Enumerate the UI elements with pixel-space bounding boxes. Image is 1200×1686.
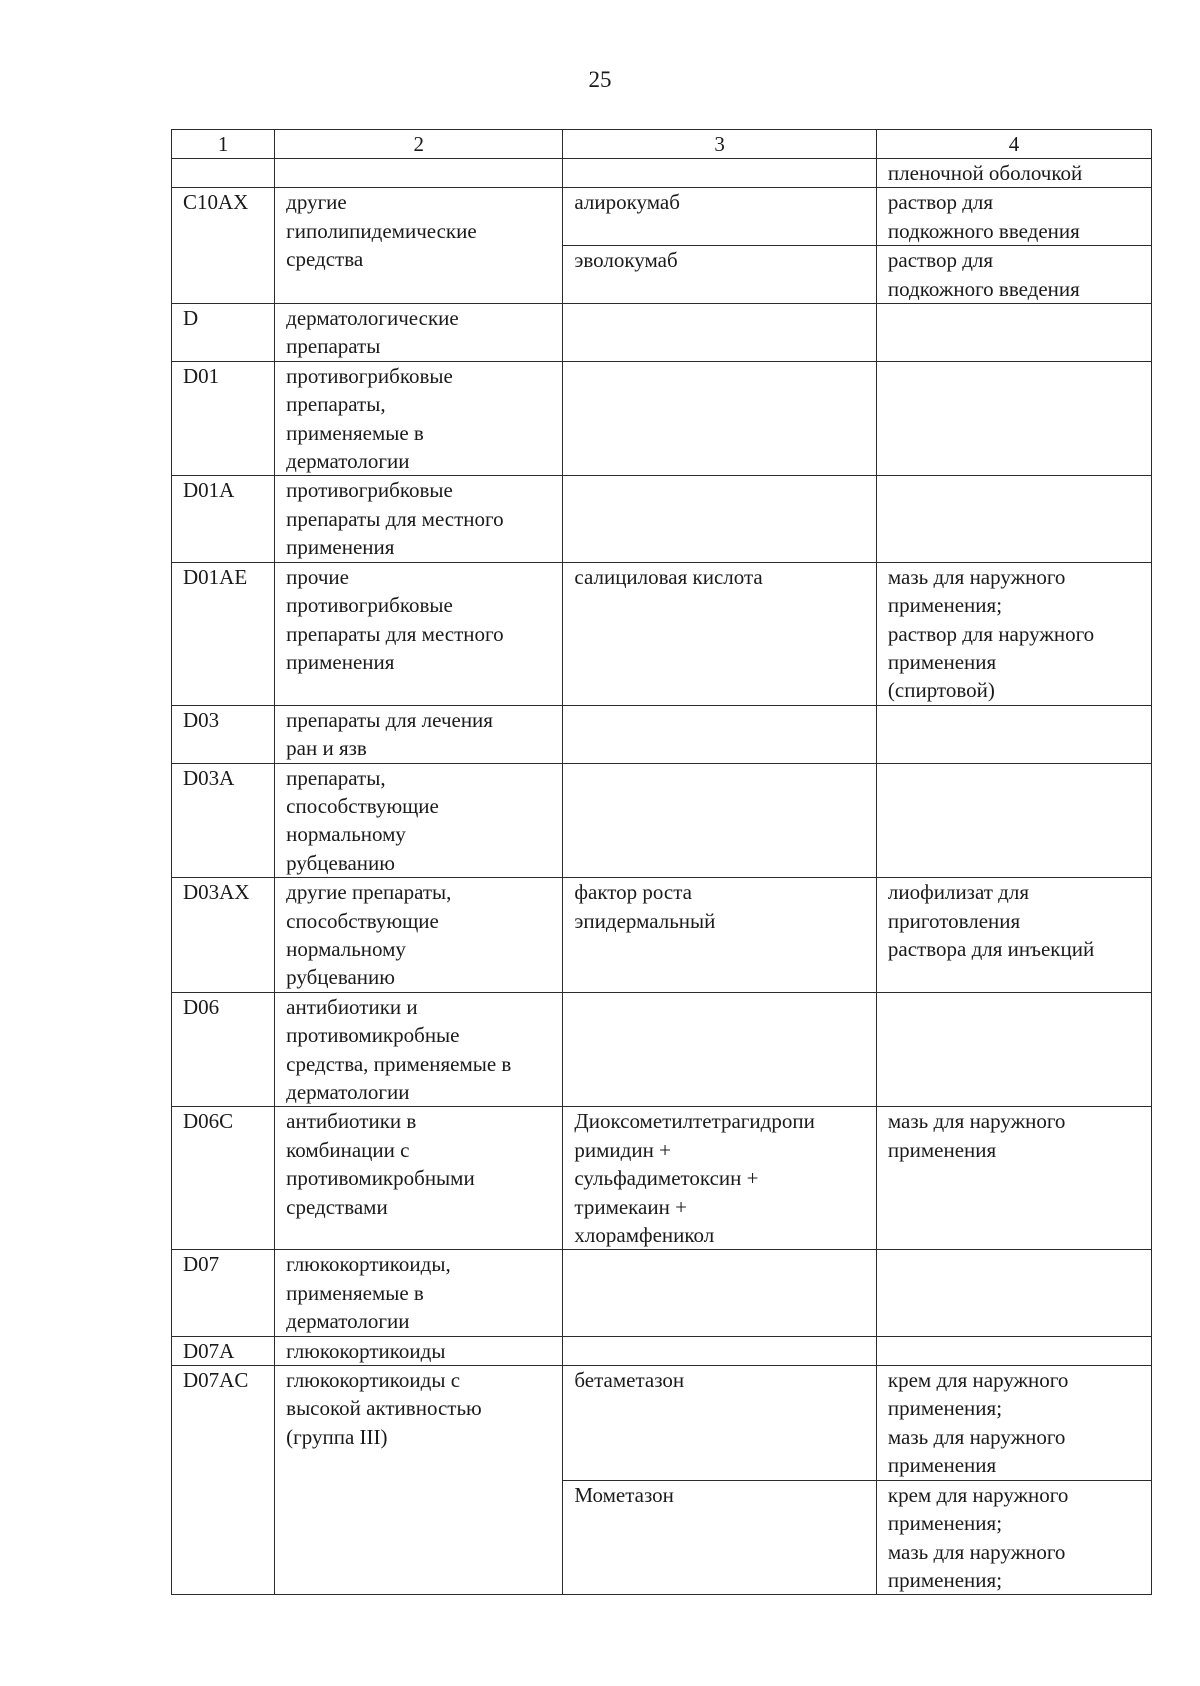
atc-code-cell: D (172, 304, 275, 362)
group-name-cell (275, 476, 563, 562)
table-row (172, 1250, 1152, 1336)
dosage-form-cell-line: мазь для наружного (887, 1539, 1066, 1564)
dosage-form-cell-line: мазь для наружного (887, 1109, 1066, 1134)
dosage-form-cell-line: применения (887, 1453, 997, 1478)
group-name-cell (275, 1107, 563, 1250)
drug-name-cell (563, 304, 877, 362)
dosage-form-cell-line: пленочной оболочкой (887, 161, 1083, 185)
column-header-2: 2 (275, 130, 563, 159)
group-name-cell (275, 1336, 563, 1365)
atc-code-cell: D06C (172, 1107, 275, 1250)
drug-name-cell (563, 246, 877, 304)
dosage-form-cell-line: мазь для наружного (887, 1424, 1066, 1449)
group-name-cell-line: средства, применяемые в (286, 1051, 512, 1076)
dosage-form-cell-line: раствор для (887, 248, 994, 273)
drug-name-cell-line: алирокумаб (574, 190, 680, 215)
group-name-cell-line: средства (286, 247, 364, 272)
dosage-form-cell-line: применения; (887, 1511, 1003, 1536)
drug-name-cell (563, 188, 877, 246)
column-header-4: 4 (876, 130, 1151, 159)
table-row (172, 159, 1152, 188)
drug-name-cell-line: тримекаин + (574, 1194, 687, 1219)
group-name-cell-line: другие препараты, (286, 880, 452, 905)
atc-code-cell: C10AX (172, 188, 275, 304)
atc-code-cell (172, 159, 275, 188)
group-name-cell-line: ран и язв (286, 736, 367, 761)
atc-code-cell: D01AE (172, 562, 275, 705)
group-name-cell-line: комбинации с (286, 1137, 410, 1162)
group-name-cell-line: дерматологические (286, 306, 459, 331)
group-name-cell-line: прочие (286, 564, 349, 589)
group-name-cell-line: средствами (286, 1194, 388, 1219)
group-name-cell-line: высокой активностью (286, 1396, 482, 1421)
group-name-cell (275, 304, 563, 362)
drug-name-cell-line: хлорамфеникол (574, 1223, 715, 1248)
dosage-form-cell (876, 246, 1151, 304)
group-name-cell-line: противогрибковые (286, 363, 453, 388)
table-row (172, 992, 1152, 1107)
dosage-form-cell-line: лиофилизат для (887, 880, 1030, 905)
drug-name-cell (563, 159, 877, 188)
group-name-cell-line: гиполипидемические (286, 218, 477, 243)
dosage-form-cell-line: применения; (887, 1396, 1003, 1421)
atc-code-cell: D07AC (172, 1366, 275, 1595)
atc-code-cell: D03 (172, 705, 275, 763)
dosage-form-cell (876, 476, 1151, 562)
table-row (172, 361, 1152, 476)
group-name-cell (275, 1366, 563, 1595)
drug-name-cell (563, 1366, 877, 1481)
group-name-cell-line: дерматологии (286, 1080, 410, 1104)
drug-name-cell (563, 992, 877, 1107)
drug-name-cell (563, 763, 877, 878)
atc-code-cell: D07A (172, 1336, 275, 1365)
group-name-cell-line: глюкокортикоиды (286, 1338, 446, 1363)
column-header-1: 1 (172, 130, 275, 159)
table-header-row (172, 130, 1152, 159)
dosage-form-cell (876, 562, 1151, 705)
drug-name-cell (563, 562, 877, 705)
group-name-cell-line: препараты, (286, 765, 386, 790)
group-name-cell-line: препараты (286, 334, 381, 359)
group-name-cell-line: рубцеванию (286, 850, 395, 875)
dosage-form-cell (876, 1366, 1151, 1481)
dosage-form-cell-line: (спиртовой) (887, 678, 995, 703)
dosage-form-cell (876, 1250, 1151, 1336)
drug-name-cell-line: сульфадиметоксин + (574, 1166, 759, 1191)
group-name-cell-line: противогрибковые (286, 593, 453, 618)
table-row (172, 188, 1152, 246)
drug-name-cell-line: фактор роста (574, 880, 692, 905)
drug-name-cell (563, 878, 877, 993)
group-name-cell-line: применения (286, 649, 395, 674)
drug-name-cell (563, 476, 877, 562)
dosage-form-cell-line: раствор для (887, 190, 994, 215)
drug-name-cell (563, 1480, 877, 1595)
group-name-cell (275, 763, 563, 878)
group-name-cell (275, 705, 563, 763)
group-name-cell (275, 1250, 563, 1336)
dosage-form-cell (876, 361, 1151, 476)
group-name-cell-line: препараты для местного (286, 506, 504, 531)
table-row (172, 705, 1152, 763)
group-name-cell-line: способствующие (286, 908, 439, 933)
atc-code-cell: D07 (172, 1250, 275, 1336)
atc-drug-table (171, 129, 1152, 1595)
dosage-form-cell-line: раствор для наружного (887, 621, 1095, 646)
dosage-form-cell-line: раствора для инъекций (887, 936, 1095, 961)
dosage-form-cell-line: применения (887, 649, 997, 674)
group-name-cell (275, 992, 563, 1107)
dosage-form-cell (876, 992, 1151, 1107)
drug-name-cell-line: Диоксометилтетрагидропи (574, 1109, 815, 1134)
dosage-form-cell-line: подкожного введения (887, 276, 1080, 301)
atc-code-cell: D03A (172, 763, 275, 878)
dosage-form-cell-line: крем для наружного (887, 1368, 1069, 1393)
group-name-cell (275, 159, 563, 188)
table-row (172, 878, 1152, 993)
group-name-cell-line: рубцеванию (286, 965, 395, 990)
table-row (172, 304, 1152, 362)
group-name-cell-line: другие (286, 190, 347, 215)
dosage-form-cell-line: применения (887, 1137, 997, 1162)
drug-name-cell (563, 1336, 877, 1365)
group-name-cell (275, 361, 563, 476)
group-name-cell-line: дерматологии (286, 1309, 410, 1334)
group-name-cell-line: препараты для местного (286, 621, 504, 646)
dosage-form-cell (876, 159, 1151, 188)
dosage-form-cell-line: приготовления (887, 908, 1021, 933)
group-name-cell (275, 188, 563, 304)
column-header-3: 3 (563, 130, 877, 159)
group-name-cell (275, 878, 563, 993)
group-name-cell-line: препараты для лечения (286, 707, 493, 732)
table-row (172, 763, 1152, 878)
drug-name-cell (563, 1250, 877, 1336)
group-name-cell-line: противомикробные (286, 1023, 460, 1048)
table-row (172, 476, 1152, 562)
group-name-cell-line: дерматологии (286, 449, 410, 474)
group-name-cell-line: способствующие (286, 793, 439, 818)
group-name-cell-line: глюкокортикоиды, (286, 1252, 451, 1277)
table-row (172, 1336, 1152, 1365)
group-name-cell-line: применяемые в (286, 1280, 424, 1305)
drug-name-cell-line: Мометазон (574, 1482, 674, 1507)
dosage-form-cell (876, 304, 1151, 362)
dosage-form-cell-line: применения; (887, 1567, 1003, 1592)
dosage-form-cell (876, 1107, 1151, 1250)
group-name-cell (275, 562, 563, 705)
dosage-form-cell (876, 878, 1151, 993)
drug-name-cell (563, 1107, 877, 1250)
group-name-cell-line: препараты, (286, 392, 386, 417)
group-name-cell-line: (группа III) (286, 1424, 388, 1449)
atc-code-cell: D01A (172, 476, 275, 562)
group-name-cell-line: антибиотики и (286, 994, 418, 1019)
table-row (172, 1107, 1152, 1250)
dosage-form-cell (876, 705, 1151, 763)
group-name-cell-line: антибиотики в (286, 1109, 417, 1134)
atc-code-cell: D01 (172, 361, 275, 476)
group-name-cell-line: применения (286, 535, 395, 560)
drug-name-cell (563, 705, 877, 763)
group-name-cell-line: глюкокортикоиды с (286, 1368, 461, 1393)
drug-name-cell-line: бетаметазон (574, 1368, 685, 1393)
group-name-cell-line: нормальному (286, 936, 406, 961)
dosage-form-cell-line: применения; (887, 593, 1003, 618)
group-name-cell-line: противомикробными (286, 1166, 475, 1191)
group-name-cell-line: нормальному (286, 822, 406, 847)
dosage-form-cell (876, 1480, 1151, 1595)
dosage-form-cell-line: подкожного введения (887, 218, 1080, 243)
dosage-form-cell-line: крем для наружного (887, 1482, 1069, 1507)
drug-name-cell (563, 361, 877, 476)
drug-name-cell-line: эпидермальный (574, 908, 716, 933)
group-name-cell-line: противогрибковые (286, 478, 453, 503)
dosage-form-cell (876, 188, 1151, 246)
drug-name-cell-line: римидин + (574, 1137, 671, 1162)
dosage-form-cell (876, 1336, 1151, 1365)
atc-code-cell: D03AX (172, 878, 275, 993)
table-row (172, 1366, 1152, 1481)
dosage-form-cell-line: мазь для наружного (887, 564, 1066, 589)
drug-name-cell-line: эволокумаб (574, 248, 678, 273)
atc-code-cell: D06 (172, 992, 275, 1107)
dosage-form-cell (876, 763, 1151, 878)
table-row (172, 562, 1152, 705)
drug-name-cell-line: салициловая кислота (574, 564, 763, 589)
page-number: 25 (588, 67, 612, 92)
table-body (172, 159, 1152, 1595)
group-name-cell-line: применяемые в (286, 420, 424, 445)
